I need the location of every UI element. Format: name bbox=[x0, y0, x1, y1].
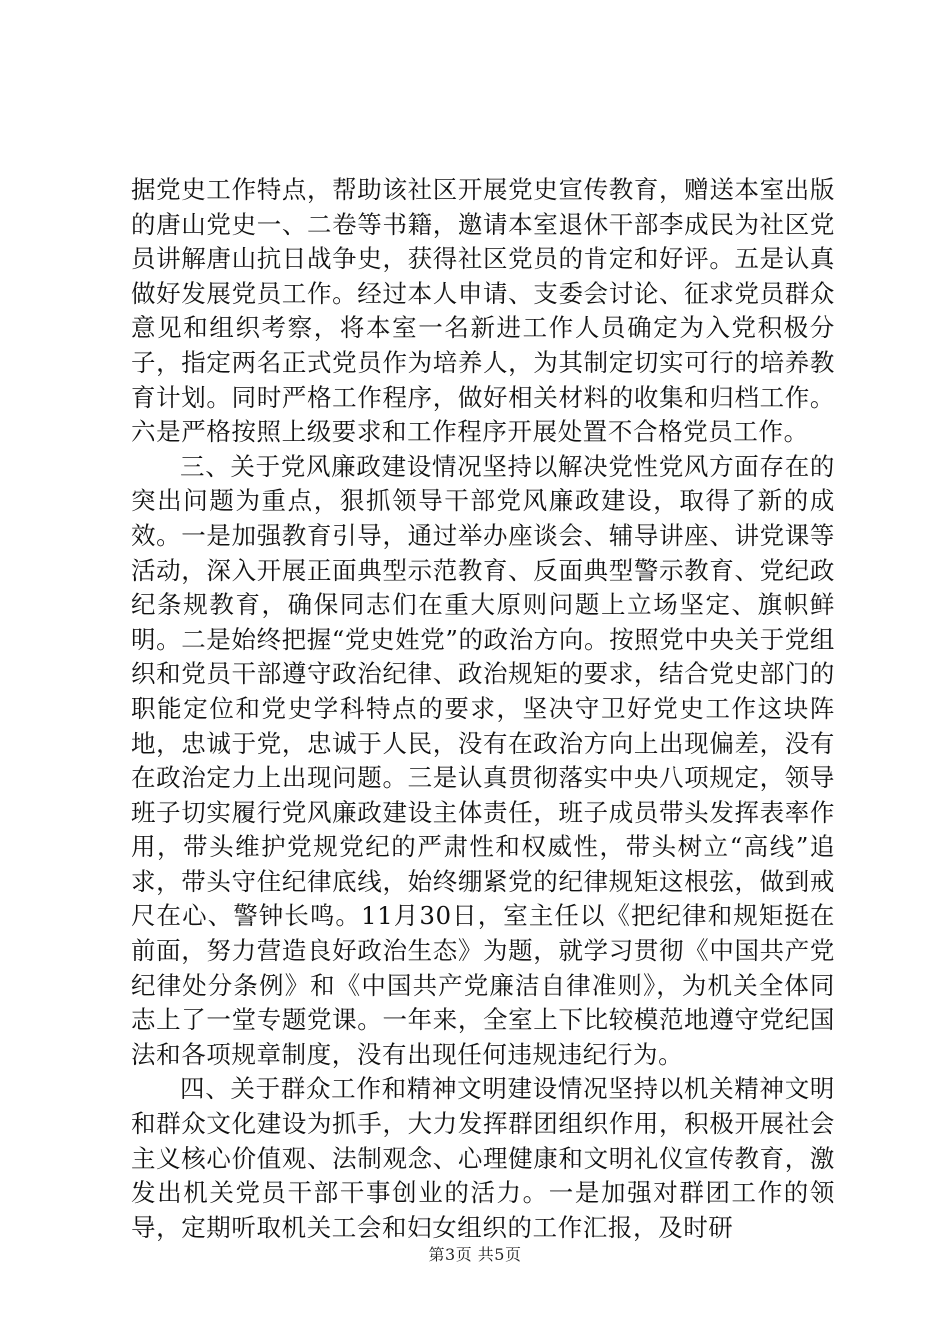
document-body bbox=[131, 173, 835, 1245]
paragraph-mass-work: 四、关于群众工作和精神文明建设情况坚持以机关精神文明和群众文化建设为抓手，大力发挥群团组织作用，积极开展社会主义核心价值观、法制观念、心理健康和文明礼仪宣传教育，激发出机关党员干部干事创业的活力。一是加强对群团工作的领导，定期听取机关工会和妇女组织的工作汇报，及时研 bbox=[131, 1074, 835, 1242]
paragraph-clean-government: 三、关于党风廉政建设情况坚持以解决党性党风方面存在的突出问题为重点，狠抓领导干部党风廉政建设，取得了新的成效。一是加强教育引导，通过举办座谈会、辅导讲座、讲党课等活动，深入开展正面典型示范教育、反面典型警示教育、党纪政纪条规教育，确保同志们在重大原则问题上立场坚定、旗帜鲜明。二是始终把握“党史姓党”的政治方向。按照党中央关于党组织和党员干部遵守政治纪律、政治规矩的要求，结合党史部门的职能定位和党史学科特点的要求，坚决守卫好党史工作这块阵地，忠诚于党，忠诚于人民，没有在政治方向上出现偏差，没有在政治定力上出现问题。三是认真贯彻落实中央八项规定，领导班子切实履行党风廉政建设主体责任，班子成员带头发挥表率作用，带头维护党规党纪的严肃性和权威性，带头树立“高线”追求，带头守住纪律底线，始终绷紧党的纪律规矩这根弦，做到戒尺在心、警钟长鸣。11月30日，室主任以《把纪律和规矩挺在前面，努力营造良好政治生态》为题，就学习贯彻《中国共产党纪律处分条例》和《中国共产党廉洁自律准则》，为机关全体同志上了一堂专题党课。一年来，全室上下比较模范地遵守党纪国法和各项规章制度，没有出现任何违规违纪行为。 bbox=[131, 451, 835, 1069]
page-number-footer: 第3页 共5页 bbox=[428, 1245, 522, 1264]
paragraph-party-history-work: 据党史工作特点，帮助该社区开展党史宣传教育，赠送本室出版的唐山党史一、二卷等书籍，邀请本室退休干部李成民为社区党员讲解唐山抗日战争史，获得社区党员的肯定和好评。五是认真做好发展党员工作。经过本人申请、支委会讨论、征求党员群众意见和组织考察，将本室一名新进工作人员确定为入党积极分子，指定两名正式党员作为培养人，为其制定切实可行的培养教育计划。同时严格工作程序，做好相关材料的收集和归档工作。六是严格按照上级要求和工作程序开展处置不合格党员工作。 bbox=[131, 175, 835, 447]
